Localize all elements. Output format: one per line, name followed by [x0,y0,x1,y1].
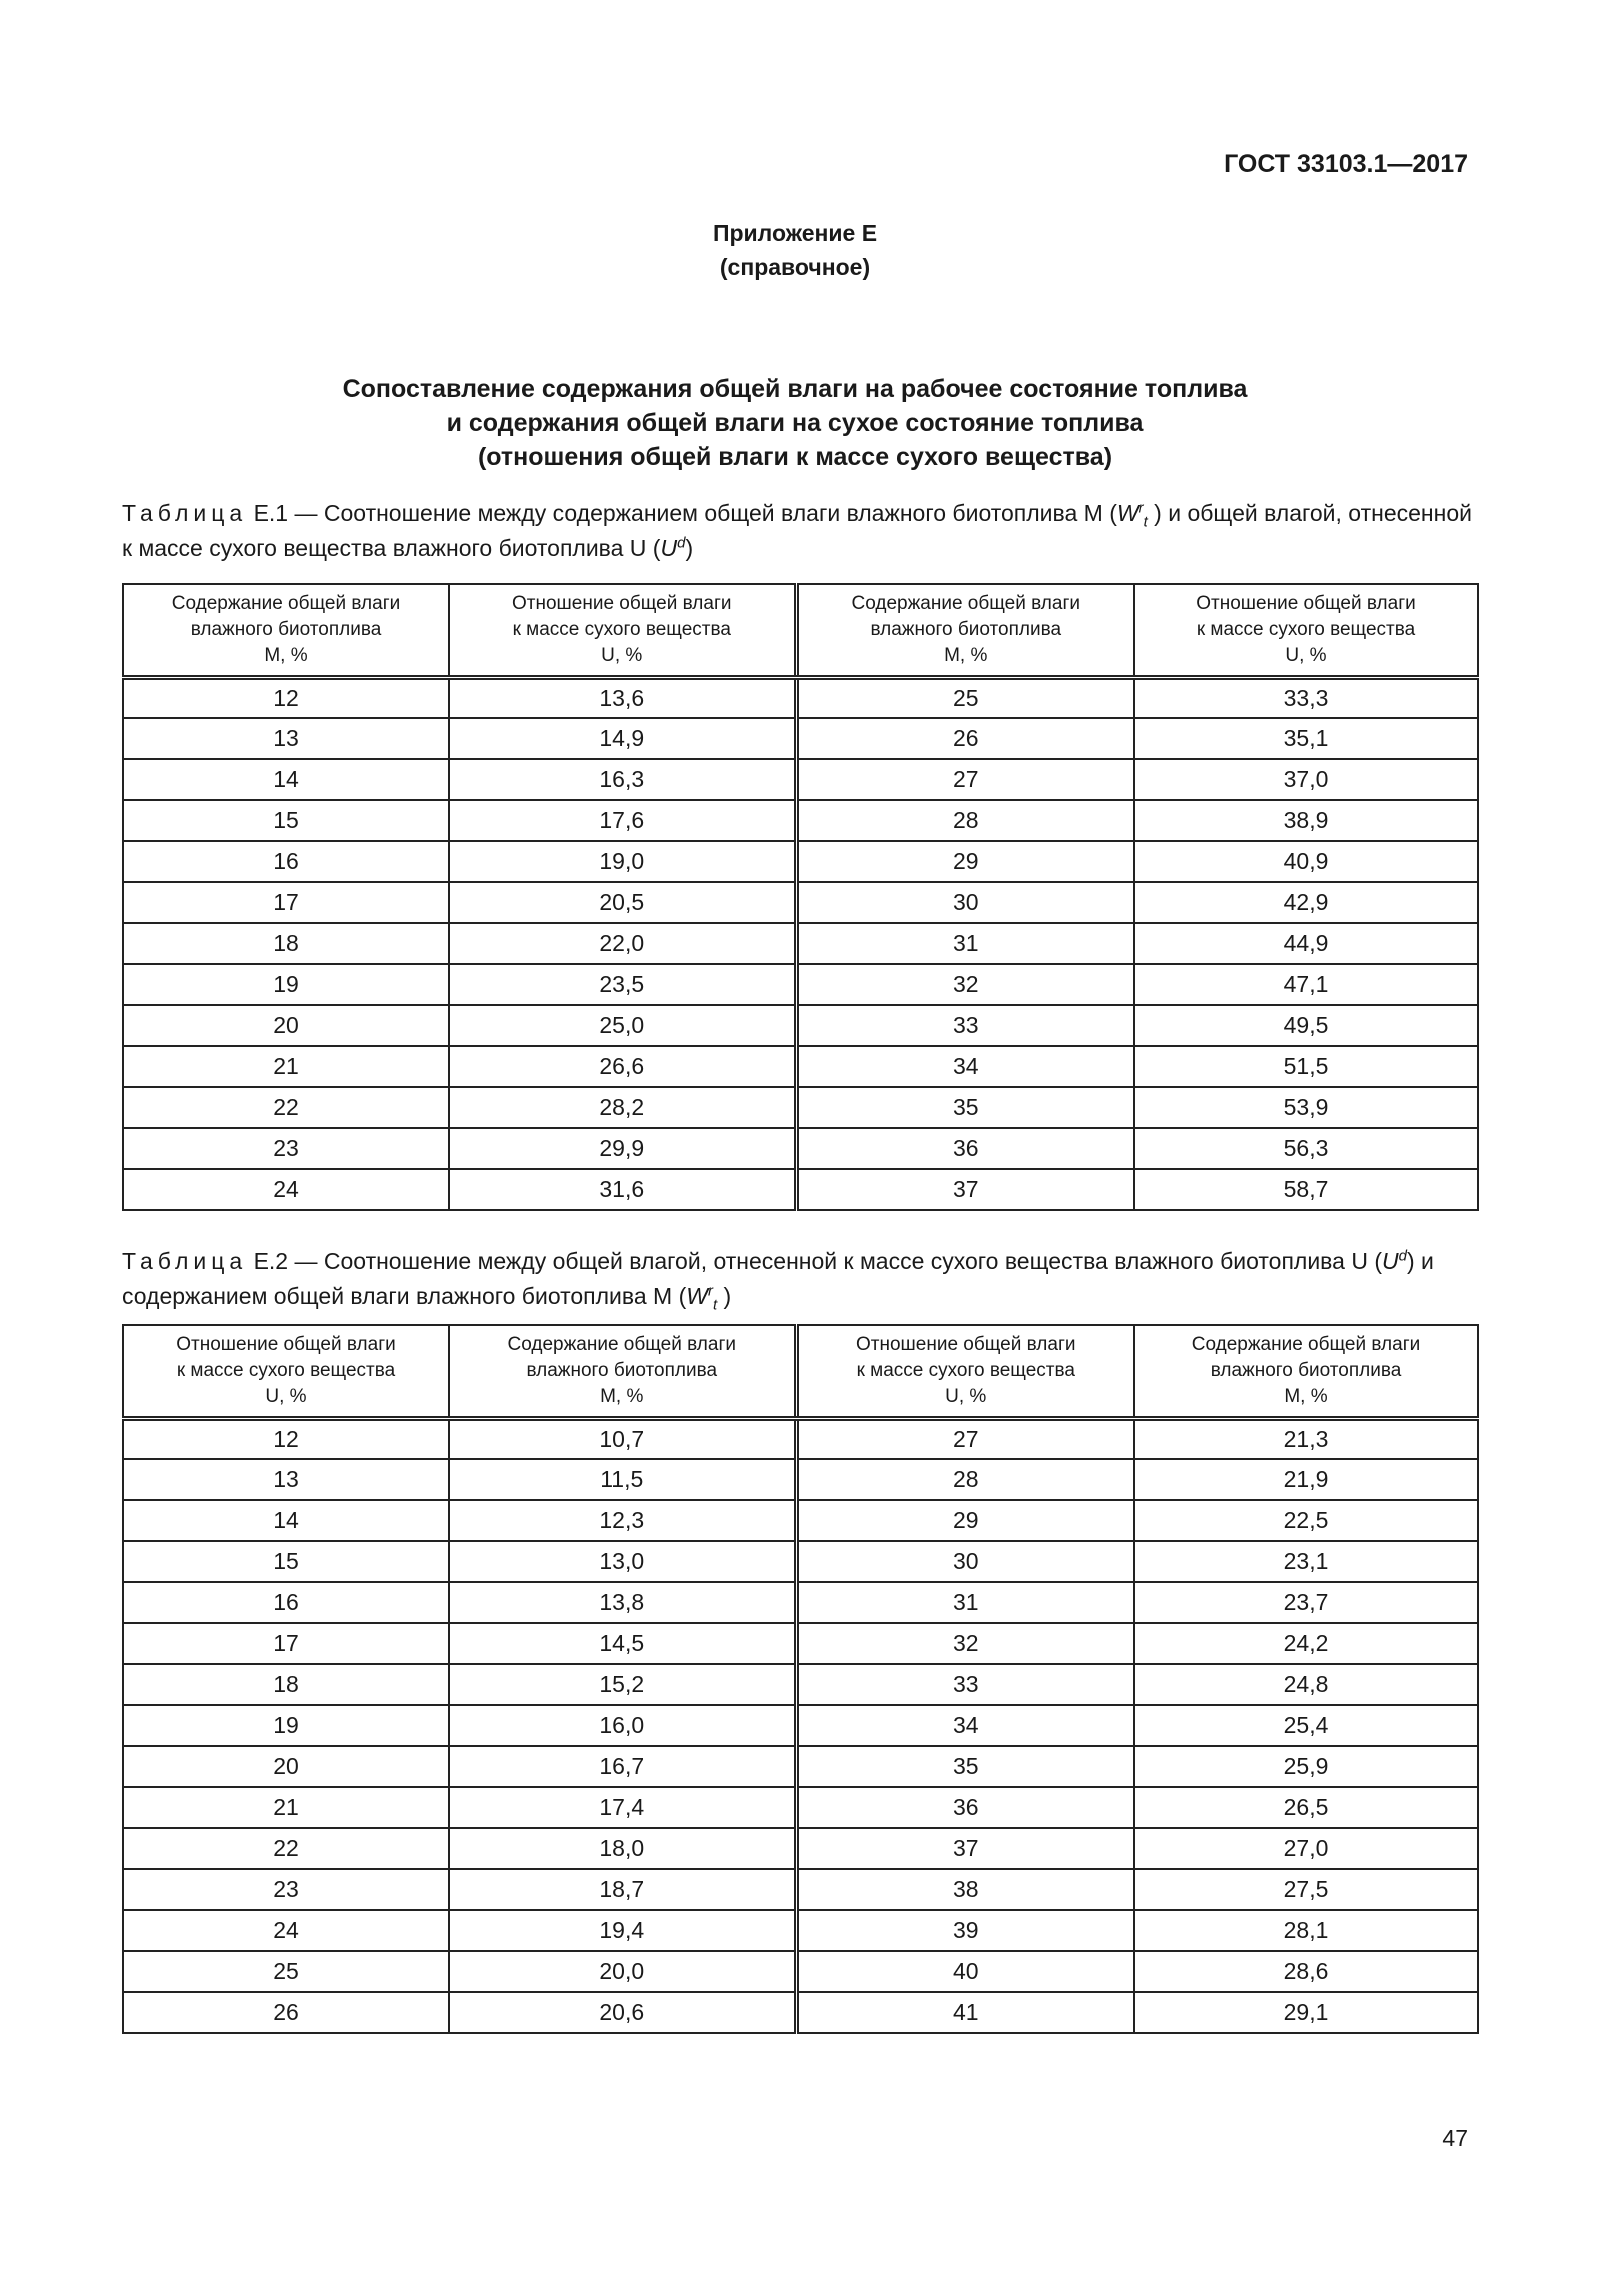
table-cell: 16 [123,841,449,882]
table-cell: 53,9 [1134,1087,1478,1128]
table-row [123,1500,1478,1541]
caption-subscript: t [1143,513,1148,531]
table-row [123,1087,1478,1128]
table-row [123,1418,1478,1459]
table-cell: 39 [796,1910,1134,1951]
table-cell: 58,7 [1134,1169,1478,1210]
table-cell: 29,1 [1134,1992,1478,2033]
table-row [123,1459,1478,1500]
table-cell: 12 [123,1418,449,1459]
table-cell: 27,0 [1134,1828,1478,1869]
table-cell: 25 [123,1951,449,1992]
table-cell: 26,5 [1134,1787,1478,1828]
table-cell: 17,6 [449,800,796,841]
table-cell: 31,6 [449,1169,796,1210]
caption-text: ) [685,535,694,561]
table-cell: 18 [123,1664,449,1705]
table-row [123,1169,1478,1210]
caption-superscript: d [677,534,686,552]
table-row [123,1951,1478,1992]
table-cell: 20 [123,1746,449,1787]
table-cell: 25,0 [449,1005,796,1046]
table-cell: 41 [796,1992,1134,2033]
caption-symbol: W [1116,500,1139,526]
table-row [123,677,1478,718]
table-cell: 14,5 [449,1623,796,1664]
table-cell: 27 [796,1418,1134,1459]
caption-symbol: U [660,535,678,561]
column-header [123,584,449,677]
table-cell: 38,9 [1134,800,1478,841]
table-row [123,1664,1478,1705]
column-header-line: Содержание общей влаги [171,592,401,614]
standard-code: ГОСТ 33103.1—2017 [1224,150,1468,178]
table-cell: 12,3 [449,1500,796,1541]
table-cell: 56,3 [1134,1128,1478,1169]
column-header-line: влажного биотоплива [870,618,1062,640]
table-row [123,1046,1478,1087]
column-header-line: М, % [600,1385,644,1407]
table-cell: 37 [796,1169,1134,1210]
table-row [123,1541,1478,1582]
table-cell: 18,0 [449,1828,796,1869]
table-cell: 51,5 [1134,1046,1478,1087]
column-header-line: U, % [1285,644,1327,666]
table-cell: 27,5 [1134,1869,1478,1910]
caption-superscript: r [1138,499,1144,517]
column-header-line: Содержание общей влаги [851,592,1080,614]
column-header-line: U, % [265,1385,307,1407]
table-cell: 18,7 [449,1869,796,1910]
table-cell: 13,6 [449,677,796,718]
table-cell: 28,2 [449,1087,796,1128]
table-cell: 28 [796,1459,1134,1500]
table-cell: 40,9 [1134,841,1478,882]
table-cell: 11,5 [449,1459,796,1500]
caption-text: Е.1 — Соотношение между содержанием общей влаги влажного биотоплива М ( [253,500,1117,526]
table-cell: 38 [796,1869,1134,1910]
table-cell: 23 [123,1128,449,1169]
table-row [123,1705,1478,1746]
caption-text: Е.2 — Соотношение между общей влагой, отнесенной к массе сухого вещества влажного биотоплива U ( [253,1248,1382,1274]
table-cell: 40 [796,1951,1134,1992]
table-row [123,841,1478,882]
table-cell: 26 [123,1992,449,2033]
table-cell: 49,5 [1134,1005,1478,1046]
table-cell: 13 [123,718,449,759]
table-cell: 33 [796,1664,1134,1705]
table-cell: 24 [123,1169,449,1210]
table-cell: 19 [123,1705,449,1746]
table-cell: 26,6 [449,1046,796,1087]
table-cell: 15,2 [449,1664,796,1705]
column-header-line: Отношение общей влаги [856,1333,1076,1355]
table-cell: 22,5 [1134,1500,1478,1541]
table-cell: 19,4 [449,1910,796,1951]
table-row [123,964,1478,1005]
table-cell: 33 [796,1005,1134,1046]
table-cell: 36 [796,1787,1134,1828]
table1-caption [122,496,1477,566]
caption-symbol: U [1381,1248,1399,1274]
table-cell: 29 [796,841,1134,882]
caption-text: ) [723,1283,732,1309]
table-cell: 22,0 [449,923,796,964]
table-row [123,1910,1478,1951]
table-cell: 29,9 [449,1128,796,1169]
table-cell: 35 [796,1746,1134,1787]
column-header [449,584,796,677]
table-row [123,1005,1478,1046]
table-cell: 13,8 [449,1582,796,1623]
table-header-row [123,1325,1478,1418]
caption-subscript: t [712,1296,718,1314]
annex-status: (справочное) [719,254,871,280]
table-cell: 37 [796,1828,1134,1869]
table-cell: 37,0 [1134,759,1478,800]
table-cell: 10,7 [449,1418,796,1459]
table-cell: 28 [796,800,1134,841]
table-cell: 21 [123,1046,449,1087]
column-header-line: Содержание общей влаги [507,1333,736,1355]
table-row [123,1787,1478,1828]
column-header [1134,584,1478,677]
table-cell: 13,0 [449,1541,796,1582]
table2-caption [122,1244,1477,1314]
table-cell: 19,0 [449,841,796,882]
table-cell: 23 [123,1869,449,1910]
table-cell: 26 [796,718,1134,759]
column-header-line: к массе сухого вещества [176,1359,396,1381]
table-cell: 20 [123,1005,449,1046]
main-title-line: и содержания общей влаги на сухое состояние топлива [446,409,1144,437]
table-cell: 31 [796,1582,1134,1623]
table-cell: 12 [123,677,449,718]
table-cell: 25,9 [1134,1746,1478,1787]
table-cell: 14,9 [449,718,796,759]
table-row [123,1828,1478,1869]
table-row [123,1992,1478,2033]
table-row [123,800,1478,841]
table-cell: 31 [796,923,1134,964]
table-row [123,1746,1478,1787]
page-number: 47 [1442,2125,1468,2151]
table-cell: 16 [123,1582,449,1623]
column-header-line: влажного биотоплива [190,618,382,640]
table-cell: 21 [123,1787,449,1828]
caption-lead: Таблица [122,500,248,526]
table-cell: 19 [123,964,449,1005]
table-cell: 24,2 [1134,1623,1478,1664]
column-header [796,1325,1134,1418]
table-cell: 47,1 [1134,964,1478,1005]
main-title [0,372,1590,474]
table-cell: 24,8 [1134,1664,1478,1705]
table-cell: 15 [123,1541,449,1582]
table-cell: 17 [123,1623,449,1664]
table-cell: 13 [123,1459,449,1500]
table-cell: 16,7 [449,1746,796,1787]
table-cell: 20,5 [449,882,796,923]
table-cell: 16,0 [449,1705,796,1746]
table-row [123,923,1478,964]
column-header-line: влажного биотоплива [1210,1359,1402,1381]
table-row [123,1582,1478,1623]
table-cell: 15 [123,800,449,841]
table-e1 [122,583,1479,1211]
table-cell: 22 [123,1087,449,1128]
table-row [123,759,1478,800]
table-cell: 33,3 [1134,677,1478,718]
table-cell: 16,3 [449,759,796,800]
caption-superscript: r [707,1282,713,1300]
table-header-row [123,584,1478,677]
table-cell: 28,6 [1134,1951,1478,1992]
table-cell: 18 [123,923,449,964]
caption-lead: Таблица [122,1248,248,1274]
caption-symbol: W [686,1283,708,1309]
table-cell: 23,1 [1134,1541,1478,1582]
table-cell: 25 [796,677,1134,718]
table-cell: 20,0 [449,1951,796,1992]
table-cell: 35,1 [1134,718,1478,759]
column-header-line: М, % [264,644,308,666]
table-cell: 14 [123,759,449,800]
table-cell: 34 [796,1046,1134,1087]
column-header-line: к массе сухого вещества [512,618,731,640]
caption-superscript: d [1398,1247,1407,1265]
table-cell: 22 [123,1828,449,1869]
table-cell: 23,5 [449,964,796,1005]
table-cell: 30 [796,1541,1134,1582]
table-row [123,882,1478,923]
column-header-line: Отношение общей влаги [512,592,732,614]
table-e2 [122,1324,1479,2034]
column-header [1134,1325,1478,1418]
column-header-line: к массе сухого вещества [1196,618,1416,640]
column-header-line: М, % [944,644,988,666]
caption-text: ) и содержанием общей влаги влажного биотоплива М ( [122,1248,1434,1309]
main-title-line: (отношения общей влаги к массе сухого вещества) [477,443,1113,471]
table-cell: 21,3 [1134,1418,1478,1459]
table-cell: 36 [796,1128,1134,1169]
table-row [123,718,1478,759]
column-header-line: Отношение общей влаги [1196,592,1416,614]
annex-heading [0,216,1590,284]
table-cell: 34 [796,1705,1134,1746]
table-cell: 44,9 [1134,923,1478,964]
table-cell: 32 [796,964,1134,1005]
column-header-line: U, % [601,644,643,666]
table-cell: 27 [796,759,1134,800]
column-header-line: Содержание общей влаги [1191,1333,1421,1355]
table-cell: 23,7 [1134,1582,1478,1623]
column-header [796,584,1134,677]
table-cell: 24 [123,1910,449,1951]
table-cell: 28,1 [1134,1910,1478,1951]
table-cell: 32 [796,1623,1134,1664]
main-title-line: Сопоставление содержания общей влаги на рабочее состояние топлива [342,375,1248,403]
table-cell: 14 [123,1500,449,1541]
column-header [449,1325,796,1418]
table-cell: 30 [796,882,1134,923]
table-cell: 21,9 [1134,1459,1478,1500]
column-header-line: к массе сухого вещества [856,1359,1075,1381]
column-header-line: Отношение общей влаги [176,1333,396,1355]
annex-title: Приложение Е [712,220,878,246]
column-header-line: U, % [945,1385,987,1407]
table-cell: 17,4 [449,1787,796,1828]
table-row [123,1869,1478,1910]
table-cell: 42,9 [1134,882,1478,923]
table-row [123,1623,1478,1664]
table-cell: 17 [123,882,449,923]
table-cell: 25,4 [1134,1705,1478,1746]
column-header-line: влажного биотоплива [526,1359,718,1381]
table-row [123,1128,1478,1169]
column-header [123,1325,449,1418]
table-cell: 35 [796,1087,1134,1128]
caption-text: ) и общей влагой, отнесенной к массе сухого вещества влажного биотоплива U ( [122,500,1472,561]
table-cell: 20,6 [449,1992,796,2033]
table-cell: 29 [796,1500,1134,1541]
column-header-line: М, % [1284,1385,1328,1407]
